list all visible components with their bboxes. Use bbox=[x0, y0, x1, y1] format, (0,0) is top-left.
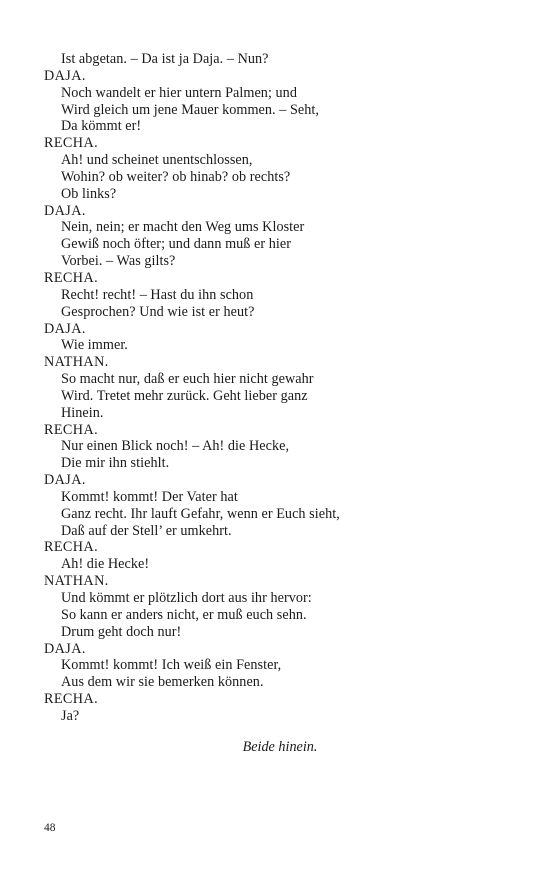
verse-line: So kann er anders nicht, er muß euch sehn. bbox=[61, 606, 307, 623]
speaker-name: DAJA. bbox=[44, 320, 86, 337]
verse-line: Drum geht doch nur! bbox=[61, 623, 182, 640]
verse-line: Ah! und scheinet unentschlossen, bbox=[61, 152, 253, 169]
speaker-name: RECHA. bbox=[44, 539, 99, 556]
verse-line: Gewiß noch öfter; und dann muß er hier bbox=[61, 236, 292, 253]
verse-line: Die mir ihn stiehlt. bbox=[61, 455, 170, 472]
stage-direction: Beide hinein. bbox=[242, 739, 318, 755]
verse-line: Hinein. bbox=[61, 404, 104, 421]
speaker-name: RECHA. bbox=[44, 269, 99, 286]
verse-line: Nur einen Blick noch! – Ah! die Hecke, bbox=[61, 438, 290, 455]
verse-line: Ganz recht. Ihr lauft Gefahr, wenn er Euch sieht, bbox=[61, 505, 340, 522]
verse-line: Wird. Tretet mehr zurück. Geht lieber ganz bbox=[61, 387, 308, 404]
verse-line: So macht nur, daß er euch hier nicht gewahr bbox=[61, 371, 314, 388]
verse-line: Recht! recht! – Hast du ihn schon bbox=[61, 286, 254, 303]
verse-line: Nein, nein; er macht den Weg ums Kloster bbox=[61, 219, 305, 236]
verse-line: Kommt! kommt! Ich weiß ein Fenster, bbox=[61, 657, 282, 674]
verse-line: Vorbei. – Was gilts? bbox=[61, 253, 176, 270]
verse-line: Wird gleich um jene Mauer kommen. – Seht, bbox=[61, 101, 319, 118]
speaker-name: RECHA. bbox=[44, 421, 99, 438]
verse-line: Ob links? bbox=[61, 185, 117, 202]
verse-line: Gesprochen? Und wie ist er heut? bbox=[61, 303, 255, 320]
speaker-name: RECHA. bbox=[44, 691, 99, 708]
verse-line: Daß auf der Stell’ er umkehrt. bbox=[61, 522, 232, 539]
verse-line: Ah! die Hecke! bbox=[61, 556, 150, 573]
verse-line: Wie immer. bbox=[61, 337, 128, 354]
speaker-name: NATHAN. bbox=[44, 573, 109, 590]
verse-line: Noch wandelt er hier untern Palmen; und bbox=[61, 84, 297, 101]
page-number: 48 bbox=[44, 822, 56, 834]
speaker-name: DAJA. bbox=[44, 67, 86, 84]
speaker-name: DAJA. bbox=[44, 472, 86, 489]
verse-line: Ist abgetan. – Da ist ja Daja. – Nun? bbox=[61, 51, 269, 67]
verse-line: Aus dem wir sie bemerken können. bbox=[61, 674, 264, 691]
verse-line: Ja? bbox=[61, 707, 80, 724]
speaker-name: DAJA. bbox=[44, 202, 86, 219]
verse-line: Da kömmt er! bbox=[61, 118, 142, 135]
verse-line: Kommt! kommt! Der Vater hat bbox=[61, 488, 238, 505]
speaker-name: DAJA. bbox=[44, 640, 86, 657]
dialogue-text bbox=[44, 51, 514, 725]
speaker-name: NATHAN. bbox=[44, 354, 109, 371]
verse-line: Und kömmt er plötzlich dort aus ihr hervor: bbox=[61, 590, 312, 606]
speaker-name: RECHA. bbox=[44, 135, 99, 152]
verse-line: Wohin? ob weiter? ob hinab? ob rechts? bbox=[61, 168, 291, 185]
